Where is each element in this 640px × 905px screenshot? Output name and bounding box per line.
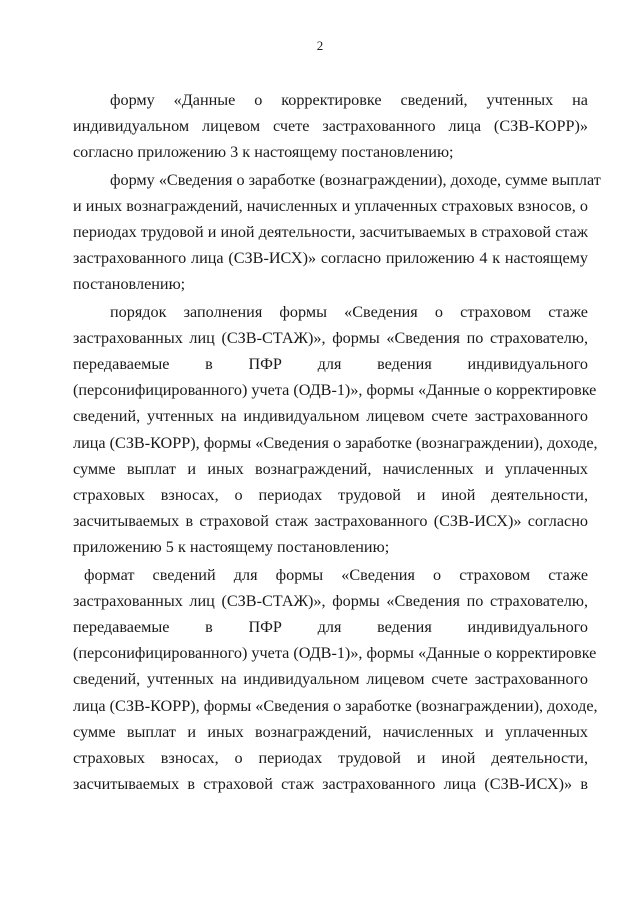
text-line: порядок заполнения формы «Сведения о страховом стаже [110, 302, 588, 321]
text-line: засчитываемых в страховой стаж застрахованного лица (СЗВ-ИСХ)» в [73, 775, 588, 794]
text-line: застрахованного лица (СЗВ-ИСХ)» согласно приложению 4 к настоящему [73, 249, 588, 268]
text-line: сведений, учтенных на индивидуальном лицевом счете застрахованного [73, 407, 588, 426]
text-line: и иных вознаграждений, начисленных и уплаченных страховых взносов, о [73, 196, 588, 215]
text-line: засчитываемых в страховой стаж застрахованного (СЗВ-ИСХ)» согласно [73, 512, 588, 531]
text-line: передаваемые в ПФР для ведения индивидуального [73, 355, 588, 374]
page-number: 2 [316, 38, 324, 53]
text-line: застрахованных лиц (СЗВ-СТАЖ)», формы «Сведения по страхователю, [73, 328, 588, 347]
text-line: передаваемые в ПФР для ведения индивидуального [73, 618, 588, 637]
text-line: согласно приложению 3 к настоящему постановлению; [73, 143, 454, 162]
text-line: застрахованных лиц (СЗВ-СТАЖ)», формы «Сведения по страхователю, [73, 591, 588, 610]
document-body [73, 87, 601, 798]
paragraph-szv-isx-form [73, 167, 601, 298]
text-line: сумме выплат и иных вознаграждений, начисленных и уплаченных [73, 722, 588, 741]
text-line: периодах трудовой и иной деятельности, засчитываемых в страховой стаж [73, 223, 588, 242]
text-line: постановлению; [73, 275, 186, 294]
text-line: форму «Данные о корректировке сведений, учтенных на [110, 91, 588, 109]
text-line: лица (СЗВ-КОРР), формы «Сведения о заработке (вознаграждении), доходе, [73, 433, 598, 452]
text-line: (персонифицированного) учета (ОДВ-1)», формы «Данные о корректировке [73, 644, 597, 663]
paragraph-szv-korr-form [73, 87, 588, 166]
text-line: страховых взносах, о периодах трудовой и иной деятельности, [73, 486, 588, 505]
text-line: приложению 5 к настоящему постановлению; [73, 538, 390, 557]
text-line: форму «Сведения о заработке (вознаграждении), доходе, сумме выплат [110, 170, 601, 189]
text-line: индивидуальном лицевом счете застрахованного лица (СЗВ-КОРР)» [73, 117, 588, 136]
text-line: формат сведений для формы «Сведения о страховом стаже [84, 565, 588, 584]
text-line: страховых взносах, о периодах трудовой и иной деятельности, [73, 749, 588, 768]
text-line: лица (СЗВ-КОРР), формы «Сведения о заработке (вознаграждении), доходе, [73, 696, 598, 715]
text-line: (персонифицированного) учета (ОДВ-1)», формы «Данные о корректировке [73, 381, 597, 400]
text-line: сведений, учтенных на индивидуальном лицевом счете застрахованного [73, 670, 588, 689]
paragraph-filling-procedure [73, 299, 598, 561]
paragraph-data-format [73, 562, 598, 798]
text-line: сумме выплат и иных вознаграждений, начисленных и уплаченных [73, 459, 588, 478]
